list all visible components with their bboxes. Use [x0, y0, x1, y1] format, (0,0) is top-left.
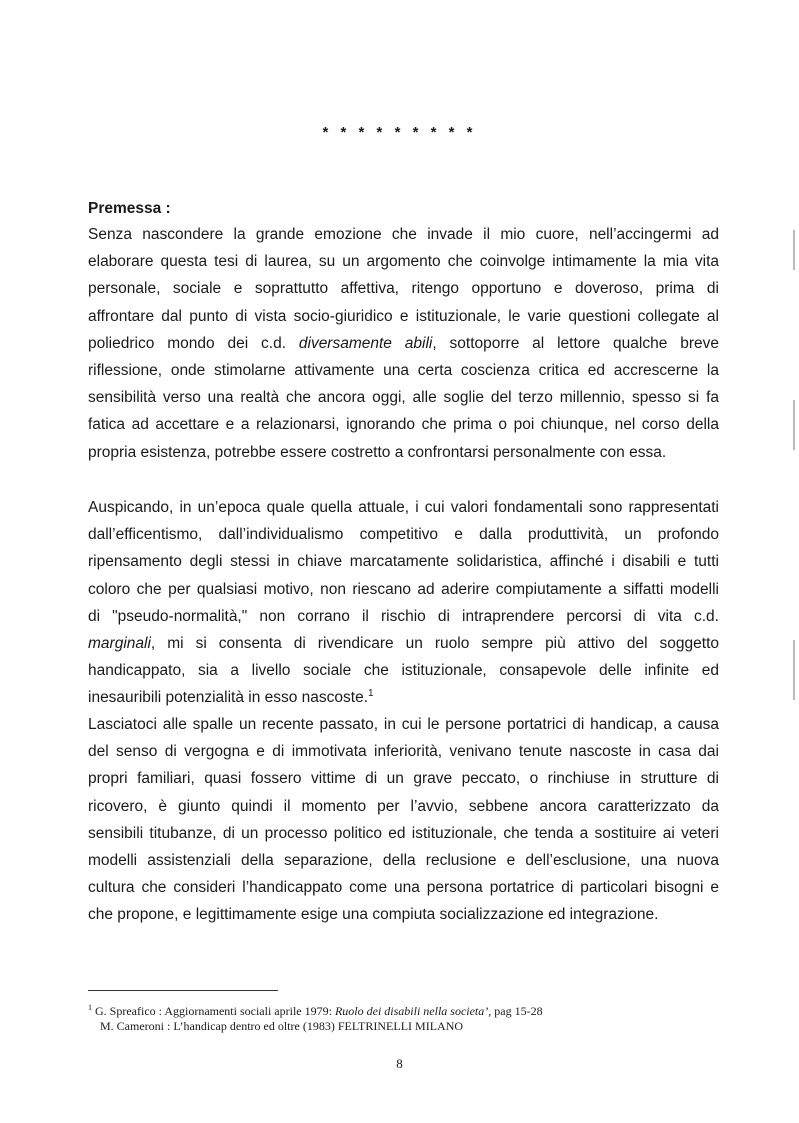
text-line: modelli assistenziali della separazione, della reclusione e dell’esclusione, una nuova	[88, 851, 719, 869]
text-segment: , sottoporre al lettore qualche breve	[432, 334, 719, 352]
footnote-1	[88, 1000, 688, 1019]
italic-term: marginali	[88, 634, 151, 652]
text-line: riflessione, onde stimolarne attivamente una certa coscienza critica ed accrescerne la	[88, 361, 719, 379]
footnote-text: , pag 15-28	[488, 1004, 543, 1018]
scan-artifact	[793, 230, 795, 270]
text-line: del senso di vergogna e di immotivata inferiorità, venivano tenute nascoste in casa dai	[88, 743, 719, 761]
text-line: Lasciatoci alle spalle un recente passato, in cui le persone portatrici di handicap, a causa	[88, 716, 719, 733]
footnote-marker: 1	[88, 1003, 92, 1012]
page-number: 8	[396, 1056, 403, 1071]
paragraph-lasciatoci	[88, 711, 719, 929]
text-line: di "pseudo-normalità," non corrano il rischio di intraprendere percorsi di vita c.d.	[88, 607, 719, 625]
text-line: affrontare dal punto di vista socio-giuridico e istituzionale, le varie questioni collegate al	[88, 307, 719, 325]
text-segment: , mi si consenta di rivendicare un ruolo sempre più attivo del soggetto	[150, 634, 719, 652]
text-line: coloro che per qualsiasi motivo, non riescano ad aderire compiutamente a siffatti modelli	[88, 580, 719, 598]
section-heading: Premessa :	[88, 200, 171, 217]
text-line: sensibili titubanze, di un processo politico ed istituzionale, che tenda a sostituire ai veteri	[88, 824, 719, 842]
footnote-title: Ruolo dei disabili nella societa’	[334, 1004, 489, 1018]
text-line: sensibilità verso una realtà che ancora oggi, alle soglie del terzo millennio, spesso si fa	[88, 389, 719, 407]
footnote-reference: 1	[368, 688, 374, 700]
text-line: elaborare questa tesi di laurea, su un argomento che coinvolge intimamente la mia vita	[88, 253, 719, 271]
footnote-text: G. Spreafico : Aggiornamenti sociali aprile 1979:	[95, 1004, 335, 1018]
text-line: ricovero, è giunto quindi il momento per l’avvio, sebbene ancora caratterizzato da	[88, 797, 719, 815]
text-line	[88, 330, 719, 357]
text-line: Senza nascondere la grande emozione che invade il mio cuore, nell’accingermi ad	[88, 226, 719, 243]
footnote-divider	[88, 990, 278, 991]
text-line: Auspicando, in un’epoca quale quella attuale, i cui valori fondamentali sono rappresentati	[88, 499, 719, 516]
text-line: fatica ad accettare e a relazionarsi, ignorando che prima o poi chiunque, nel corso della	[88, 416, 719, 434]
paragraph-auspicando	[88, 494, 719, 712]
italic-term: diversamente abili	[298, 334, 433, 352]
text-line: che propone, e legittimamente esige una compiuta socializzazione ed integrazione.	[88, 906, 659, 924]
scan-artifact	[793, 640, 795, 700]
text-line	[88, 630, 719, 657]
text-line: cultura che consideri l’handicappato come una persona portatrice di particolari bisogni e	[88, 879, 719, 897]
text-line: personale, sociale e soprattutto affettiva, ritengo opportuno e doveroso, prima di	[88, 280, 719, 298]
text-line: propri familiari, quasi fossero vittime di un grave peccato, o rinchiuse in strutture di	[88, 770, 719, 788]
scan-artifact	[793, 400, 795, 450]
footnotes	[88, 1000, 688, 1034]
text-segment: inesauribili potenzialità in esso nascoste.	[88, 689, 369, 707]
text-line	[88, 684, 719, 711]
paragraph-premessa	[88, 221, 719, 466]
text-line: propria esistenza, potrebbe essere costretto a confrontarsi personalmente con essa.	[88, 443, 667, 461]
section-separator: * * * * * * * * *	[322, 124, 477, 141]
text-segment: poliedrico mondo dei c.d.	[88, 334, 286, 352]
text-line: handicappato, sia a livello sociale che istituzionale, consapevole delle infinite ed	[88, 662, 719, 680]
text-line: ripensamento degli stessi in chiave marcatamente solidaristica, affinché i disabili e tutti	[88, 553, 719, 571]
footnote-1-continued: M. Cameroni : L’handicap dentro ed oltre (1983) FELTRINELLI MILANO	[100, 1019, 464, 1033]
text-line: dall’efficentismo, dall’individualismo competitivo e dalla produttività, un profondo	[88, 526, 719, 544]
